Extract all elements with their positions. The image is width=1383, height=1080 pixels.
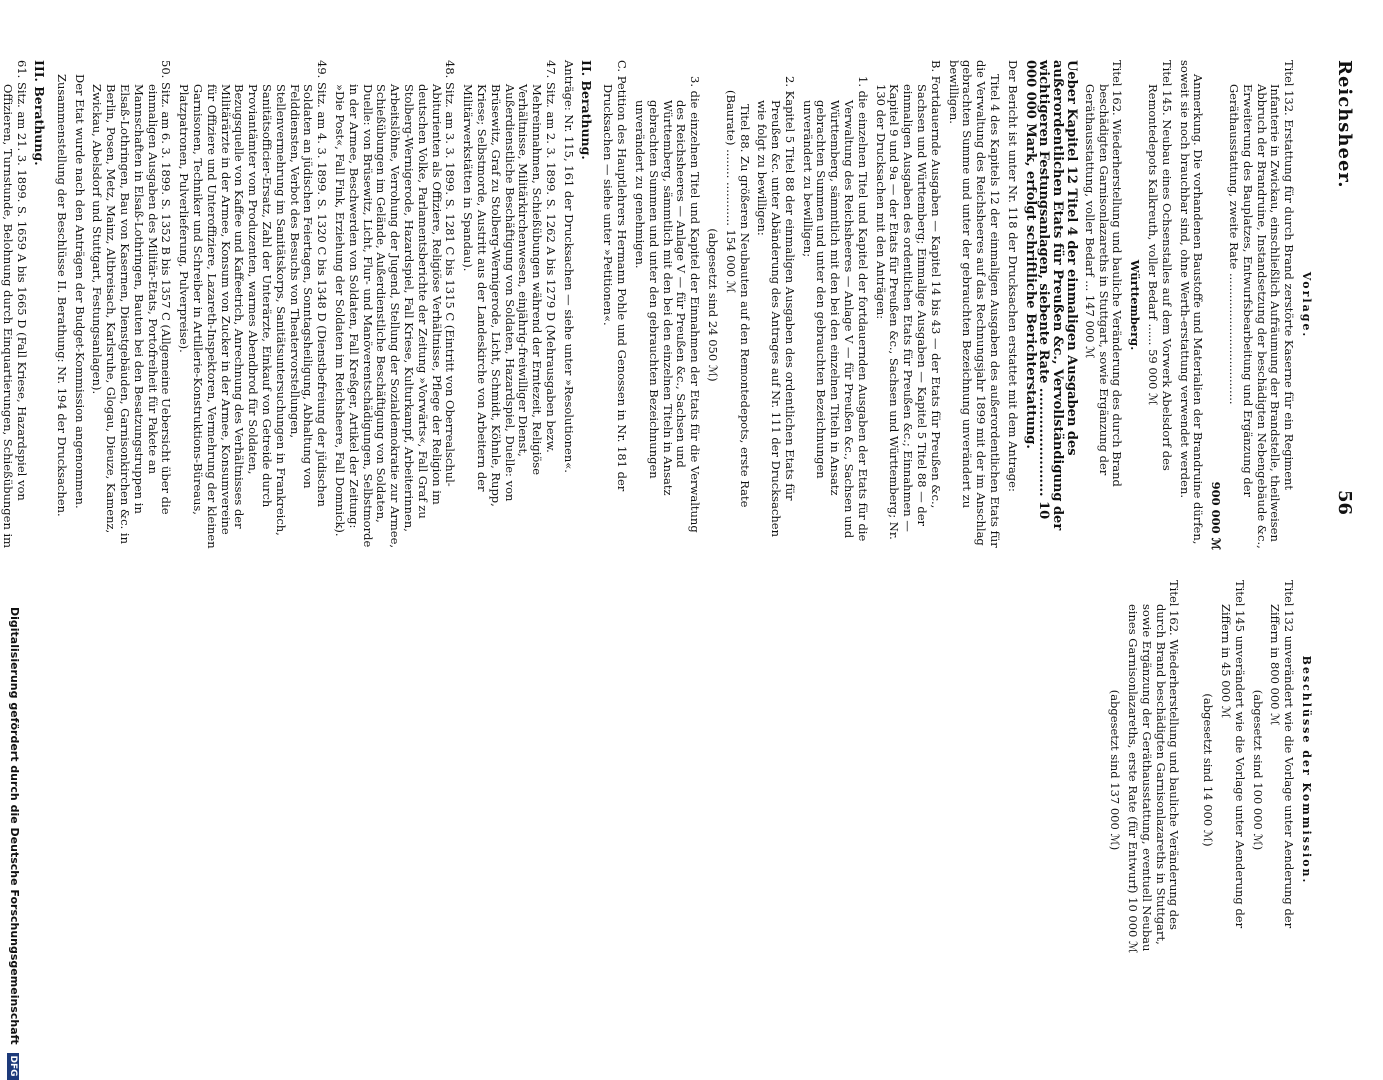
right-column xyxy=(1103,580,1313,960)
page-number: 56 xyxy=(1334,490,1355,516)
b-item-1: 1. die einzelnen Titel und Kapitel der fortdauernden Ausgaben der Etats für die Verwaltung des Reichsheeres — Anlage V — für Preußen &c., Sachsen und Württemberg, sämmtlich mit den bei den einzelnen Titeln in Ansatz gebrachten Summen und unter den gebrauchten Bezeichnungen unverändert zu bewilligen; xyxy=(800,76,870,542)
beschluss-titel132: Titel 132 unverändert wie die Vorlage unter Aenderung der Ziffern in 800 000 ℳ xyxy=(1268,580,1297,929)
sitzung-47: 47. Sitz. am 2. 3. 1899. S. 1262 A bis 1279 D (Mehrausgaben bezw. Mehreinnahmen, Schießübungen während der Erntezeit, Religiöse Verhältnisse, Militärkirchenwesen, einjährig-freiwilliger Dienst, Außerdienstliche Beschäftigung von Soldaten, Hazardspiel, Duelle: von Brüsewitz, Graf zu Stolberg-Wernigerode, Licht, Schmidt, Köhnle, Rupp, Kriese; Selbstmorde, Austritt aus der Landeskirche von Arbeitern der Militärwerkstätten in Spandau). xyxy=(461,60,558,507)
vorlage-titel145: Titel 145. Neubau eines Ochsenstalles auf dem Vorwerk Abelsdorf des Remontedepots Kalkreuth, voller Bedarf ...... 59 000 ℳ xyxy=(1146,60,1174,471)
sitzung-61: 61. Sitz. am 21. 3. 1899. S. 1659 A bis 1665 D (Fall Kriese, Hazardspiel von Offizieren, Turnstunde, Belohnung durch Einquartierungen, Schießübungen im xyxy=(1,60,30,549)
beschluss-titel162: Titel 162. Wiederherstellung und bauliche Veränderung des durch Brand beschädigten Garnisonlazareths in Stuttgart, sowie Ergänzung der Geräthausstattung, eventuell Neubau eines Garnisonlazareths, erste Rate (für Entwurf) 10 000 ℳ xyxy=(1126,580,1182,954)
antraege: Anträge: Nr. 115, 161 der Drucksachen — siehe unter »Resolutionen«. xyxy=(561,60,576,473)
ii-beratung-heading: II. Berathung. xyxy=(578,60,594,160)
credit-text: Digitalisierung gefördert durch die Deutsche Forschungsgemeinschaft xyxy=(8,607,21,1045)
sitzung-49: 49. Sitz. am 4. 3. 1899. S. 1320 C bis 1348 D (Dienstbefreiung der jüdischen Soldaten an jüdischen Feiertagen, Sonntagsheiligung, Abhaltung von Felddiensten, Verbot des Besuchs von Theatervorstellungen, Stellenvermehrung im Sanitätskorps, Sanitätsuntersuchungen in Frankreich, Sanitätsofficier-Ersatz, Zahl der Unterärzte, Einkauf von Getreide durch Proviantämter vom Produzenten, warmes Abendbrod für Soldaten, Bezugsquelle von Kaffee und Kaffeetrich, Anrechnung des Verhältnisses der Militärärzte in der Armee, Konsum von Zucker in der Armee, Konsumvereine für Offiziere und Unteroffiziere, Lazareth-Inspektoren, Vermehrung der kleinen Garnisonen, Techniker und Schreiber in Artillerie-Konstruktions-Büreaus, Platzpatronen, Pulverlieferung, Pulverpreise). xyxy=(177,60,330,549)
beschluss-titel145-abgesetzt: (abgesetzt sind 14 000 ℳ) xyxy=(1201,693,1216,847)
beschluss-titel132-abgesetzt: (abgesetzt sind 100 000 ℳ) xyxy=(1250,689,1265,851)
b-item-3: 3. die einzelnen Titel und Kapitel der Einnahmen der Etats für die Verwaltung des Reichsheeres — Anlage V — für Preußen &c., Sachsen und Württemberg, sämmtlich mit den bei den einzelnen Titeln in Ansatz gebrachten Summen und unter den gebrauchten Bezeichnungen unverändert zu genehmigen. xyxy=(632,76,703,533)
b-item-2-abgesetzt: (abgesetzt sind 24 050 ℳ) xyxy=(705,228,720,382)
b-fortdauernde: B. Fortdauernde Ausgaben — Kapitel 14 bis 43 — der Etats für Preußen &c., Sachsen und Württemberg; Einmalige Ausgaben — Kapitel 5 Titel 88 — der einmaligen Ausgaben des ordentlichen Etats für Preußen &c.; Einnahmen — Kapitel 9 und 9a — der Etats für Preußen &c., Sachsen und Württemberg; Nr. 130 der Drucksachen mit den Anträgen: xyxy=(873,60,943,540)
dfg-logo: DFG xyxy=(7,1053,19,1080)
vorlage-titel132: Titel 132. Erstattung für durch Brand zerstörte Kaserne für ein Regiment Infanterie in Zwickau, einschließlich Aufräumung der Brandstelle, theilweisen Abbruch der Brandruine, Instandsetzung der beschädigten Nebengebäude &c., Erweiterung des Bauplatzes, Entwurfsbearbeitung und Ergänzung der Geräthausstattung, zweite Rate .................................... xyxy=(1227,60,1297,549)
left-column xyxy=(0,60,1313,550)
sitzung-50: 50. Sitz. am 6. 3. 1899. S. 1352 B bis 1357 C (Allgemeine Uebersicht über die einmaligen Ausgaben des Militär-Etats, Portofreiheit für Pakete an Mannschaften in Elsaß-Lothringen, Bauten bei den Besatzungstruppen in Elsaß-Lothringen, Bau von Kasernen, Dienstgebäuden, Garnisonkirchen &c. in Berlin, Posen, Metz, Mainz, Altbreisach, Karlsruhe, Glogau, Dieuze, Kamenz, Zwickau, Abelsdorf und Stuttgart, Festungsanlagen). xyxy=(90,60,174,544)
vorlage-titel162: Titel 162. Wiederherstellung und bauliche Veränderung des durch Brand beschädigten Garnisonlazareths in Stuttgart, sowie Ergänzung der Geräthausstattung, voller Bedarf ... 147 000 ℳ xyxy=(1082,60,1125,487)
running-header: Reichsheer. xyxy=(1334,60,1355,189)
b-item-2-titel88: Titel 88. Zu größeren Neubauten auf den Remontedepots, erste Rate (Baurate) ........ ............ 154 000 ℳ xyxy=(723,90,752,508)
vorlage-title: Vorlage. xyxy=(1300,271,1313,339)
wuerttemberg-heading: Württemberg. xyxy=(1128,259,1143,351)
sitzung-48: 48. Sitz. am 3. 3. 1899. S. 1281 C bis 1315 C (Eintritt von Oberrealschul-Abiturienten als Offiziere, Religiöse Verhältnisse, Pflege der Religion im deutschen Volke, Parlamentsberichte der Zeitung »Vorwärts«, Fall Graf zu Stolberg-Wernigerode, Hazardspiel, Fall Kriese, Kulturkampf, Arbeiterinnen, Arbeitslöhne, Verrohung der Jugend, Stellung der Sozialdemokratie zur Armee, Schießübungen im Gelände, Außerdienstliche Beschäftigung von Soldaten, Duelle: von Brüsewitz, Licht, Flur- und Manöverentschädigungen, Selbstmorde in der Armee, Beschwerden von Soldaten, Fall Kreßger, Artikel der Zeitung: »Die Post«, Fall Fink, Erziehung der Soldaten im Reichsheere, Fall Domnick). xyxy=(333,60,458,549)
b-item-2: 2. Kapitel 5 Titel 88 der einmaligen Ausgaben des ordentlichen Etats für Preußen &c. unter Abänderung des Antrages auf Nr. 111 der Drucksachen wie folgt zu bewilligen: xyxy=(755,76,797,537)
digitization-credit xyxy=(3,607,21,1077)
c-petition: C. Petition des Hauptlehrers Hermann Pohle und Genossen in Nr. 181 der Drucksachen — siehe unter »Petitionen«. xyxy=(601,60,630,492)
beschluesse-title: Beschlüsse der Kommission. xyxy=(1300,655,1313,885)
iii-beratung-heading: III. Berathung. xyxy=(32,60,48,166)
beschluss-titel145: Titel 145 unverändert wie die Vorlage unter Aenderung der Ziffern in 45 000 ℳ xyxy=(1219,580,1247,929)
ueber-kapitel-12: Ueber Kapitel 12 Titel 4 der einmaligen Ausgaben des außerordentlichen Etats für Preußen &c., Vervollständigung der wichtigeren Festungsanlagen, siebente Rate ........................ 10 000 000 Mark, erfolgt schriftliche Berichterstattung. xyxy=(1022,60,1080,531)
bericht-text: Der Bericht ist unter Nr. 118 der Drucksachen erstattet mit dem Antrage: xyxy=(1005,60,1020,492)
antrag-titel4: Titel 4 des Kapitels 12 der einmaligen Ausgaben des außerordentlichen Etats für die Verwaltung des Reichsheeres auf das Rechnungsjahr 1899 mit der im Anschlag gebrachten Summe und unter der gebrauchten Bezeichnung unverändert zu bewilligen. xyxy=(946,60,1003,548)
beschluss-titel162-abgesetzt: (abgesetzt sind 137 000 ℳ) xyxy=(1108,689,1123,851)
vorlage-titel132-amount: 900 000 ℳ xyxy=(1209,481,1224,550)
zusammenstellung: Zusammenstellung der Beschlüsse II. Berathung: Nr. 194 der Drucksachen. xyxy=(54,74,69,517)
anmerkung: Anmerkung. Die vorhandenen Baustoffe und Materialien der Brandruine dürfen, soweit sie noch brauchbar sind, ohne Werth-erstattung verwendet werden. xyxy=(1177,60,1206,545)
sitzung-50-etat: Der Etat wurde nach den Anträgen der Budget-Kommission angenommen. xyxy=(72,74,87,509)
